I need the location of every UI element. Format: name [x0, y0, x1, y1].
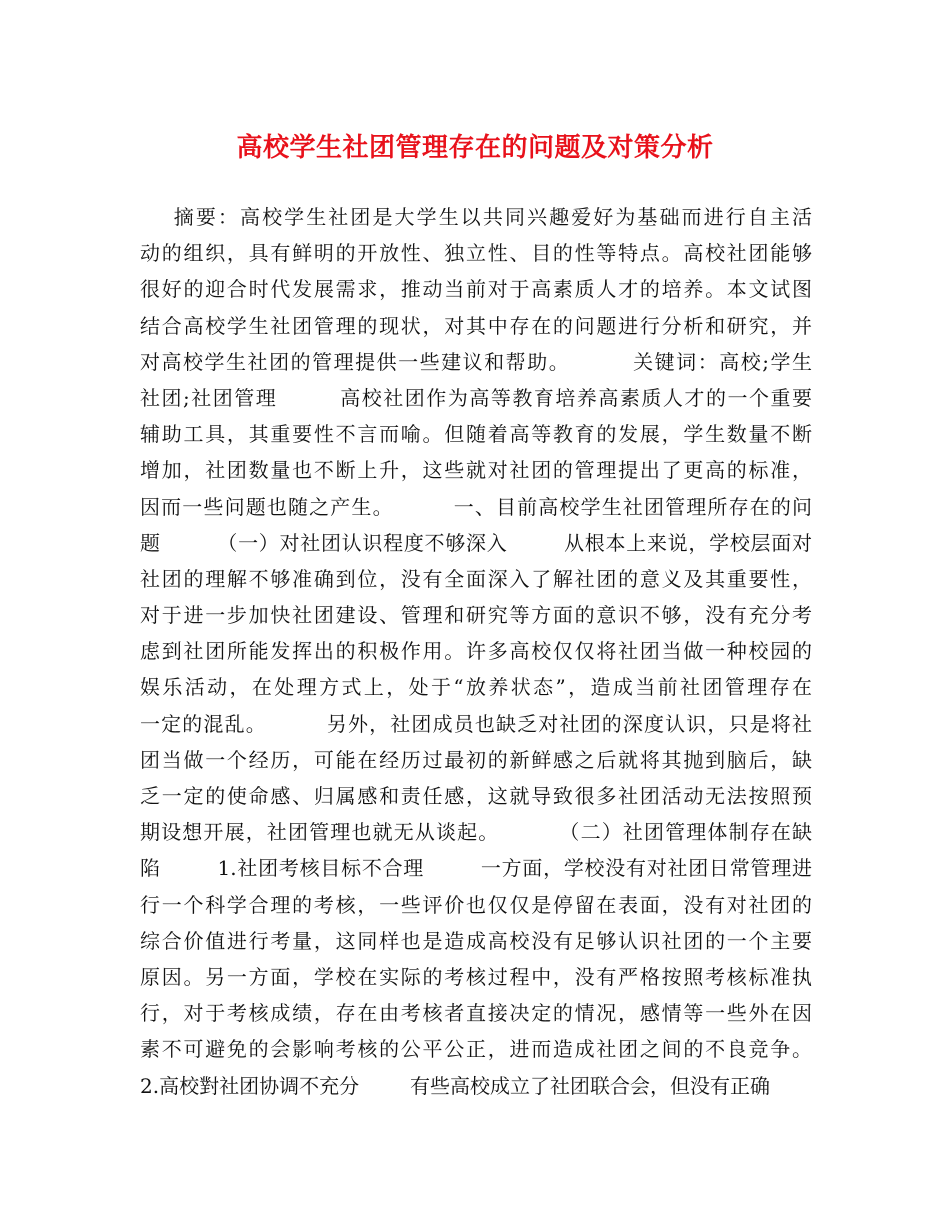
body-line: 社团的理解不够准确到位，没有全面深入了解社团的意义及其重要性， — [140, 566, 812, 591]
body-line: 增加，社团数量也不断上升，这些就对社团的管理提出了更高的标准， — [140, 458, 812, 483]
body-line: 虑到社团所能发挥出的积极作用。许多高校仅仅将社团当做一种校园的 — [140, 639, 812, 664]
body-line: 2.高校對社团协调不充分 有些高校成立了社团联合会，但没有正确 — [140, 1073, 770, 1098]
body-line: 素不可避免的会影响考核的公平公正，进而造成社团之间的不良竞争。 — [140, 1037, 812, 1062]
body-line: 一定的混乱。 另外，社团成员也缺乏对社团的深度认识，只是将社 — [140, 711, 812, 736]
body-line: 行一个科学合理的考核，一些评价也仅仅是停留在表面，没有对社团的 — [140, 892, 812, 917]
document-body — [140, 199, 812, 1104]
body-line: 娱乐活动，在处理方式上，处于“放养状态”，造成当前社团管理存在 — [140, 675, 812, 700]
document-title: 高校学生社团管理存在的问题及对策分析 — [236, 133, 714, 163]
body-line: 辅助工具，其重要性不言而喻。但随着高等教育的发展，学生数量不断 — [140, 422, 812, 447]
body-line: 团当做一个经历，可能在经历过最初的新鲜感之后就将其抛到脑后，缺 — [140, 747, 812, 772]
body-line: 乏一定的使命感、归属感和责任感，这就导致很多社团活动无法按照预 — [140, 784, 812, 808]
body-line: 题 （一）对社团认识程度不够深入 从根本上来说，学校层面对 — [140, 530, 812, 555]
body-line: 对于进一步加快社团建设、管理和研究等方面的意识不够，没有充分考 — [140, 603, 812, 628]
body-line: 摘要：高校学生社团是大学生以共同兴趣爱好为基础而进行自主活 — [140, 205, 812, 229]
body-line: 社团;社团管理 高校社团作为高等教育培养高素质人才的一个重要 — [140, 385, 812, 410]
body-line: 动的组织，具有鲜明的开放性、独立性、目的性等特点。高校社团能够 — [140, 241, 812, 266]
body-line: 因而一些问题也随之产生。 一、目前高校学生社团管理所存在的问 — [140, 494, 812, 519]
body-line: 行，对于考核成绩，存在由考核者直接决定的情况，感情等一些外在因 — [140, 1001, 812, 1026]
body-line: 原因。另一方面，学校在实际的考核过程中，没有严格按照考核标准执 — [140, 964, 812, 989]
body-line: 结合高校学生社团管理的现状，对其中存在的问题进行分析和研究，并 — [140, 313, 812, 338]
body-line: 陷 1.社团考核目标不合理 一方面，学校没有对社团日常管理进 — [140, 856, 812, 881]
body-line: 综合价值进行考量，这同样也是造成高校没有足够认识社团的一个主要 — [140, 928, 812, 953]
body-line: 很好的迎合时代发展需求，推动当前对于高素质人才的培养。本文试图 — [140, 277, 812, 302]
body-line: 期设想开展，社团管理也就无从谈起。 （二）社团管理体制存在缺 — [140, 820, 812, 845]
body-line: 对高校学生社团的管理提供一些建议和帮助。 关键词：高校;学生 — [140, 349, 812, 374]
